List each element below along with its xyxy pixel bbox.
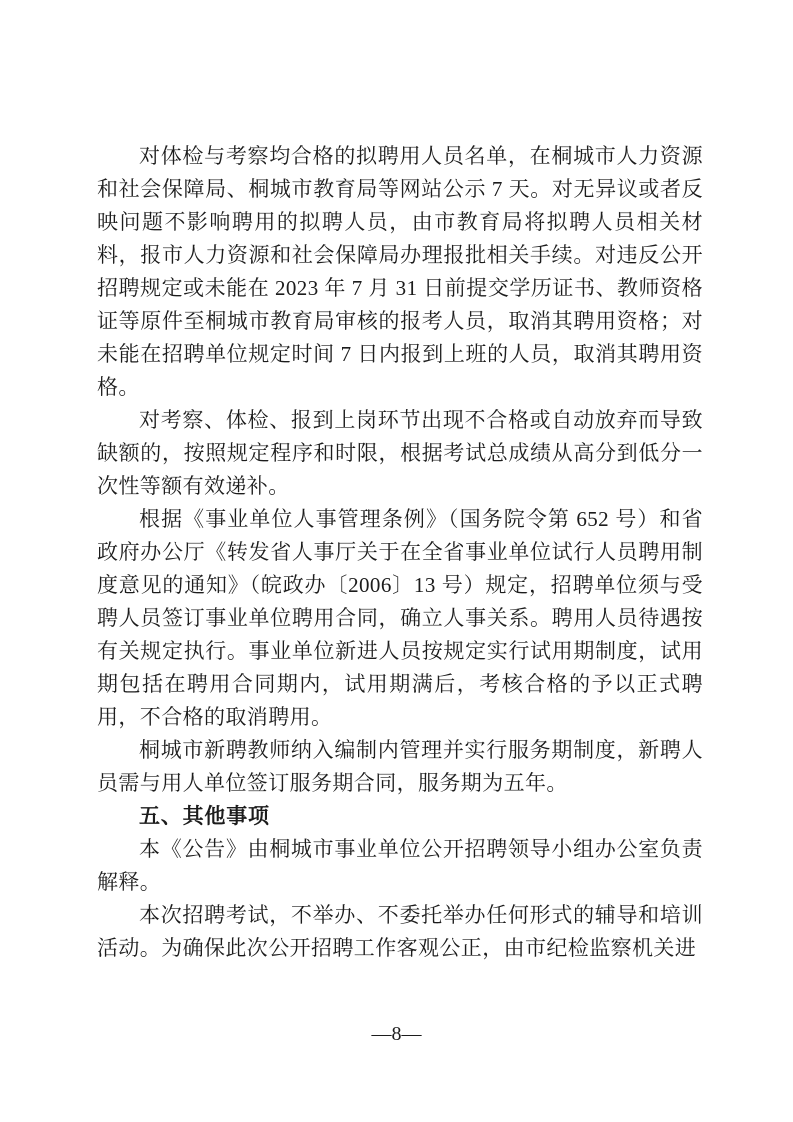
- document-body: [97, 140, 703, 965]
- page-number: —8—: [371, 1023, 422, 1045]
- paragraph: 本次招聘考试，不举办、不委托举办任何形式的辅导和培训活动。为确保此次公开招聘工作客观公正，由市纪检监察机关进: [97, 903, 703, 960]
- paragraph: 根据《事业单位人事管理条例》（国务院令第 652 号）和省政府办公厅《转发省人事厅关于在全省事业单位试行人员聘用制度意见的通知》（皖政办〔2006〕13 号）规定，招聘单位须与受聘人员签订事业单位聘用合同，确立人事关系。聘用人员待遇按有关规定执行。事业单位新进人员按规定实行试用期制度，试用期包括在聘用合同期内，试用期满后，考核合格的予以正式聘用，不合格的取消聘用。: [97, 507, 703, 729]
- section-heading: 五、其他事项: [139, 805, 270, 828]
- paragraph: 本《公告》由桐城市事业单位公开招聘领导小组办公室负责解释。: [97, 837, 703, 894]
- paragraph: 对体检与考察均合格的拟聘用人员名单，在桐城市人力资源和社会保障局、桐城市教育局等网站公示 7 天。对无异议或者反映问题不影响聘用的拟聘人员，由市教育局将拟聘人员相关材料，报市人力资源和社会保障局办理报批相关手续。对违反公开招聘规定或未能在 2023 年 7 月 31 日前提交学历证书、教师资格证等原件至桐城市教育局审核的报考人员，取消其聘用资格；对未能在招聘单位规定时间 7 日内报到上班的人员，取消其聘用资格。: [97, 144, 703, 399]
- paragraph: 对考察、体检、报到上岗环节出现不合格或自动放弃而导致缺额的，按照规定程序和时限，根据考试总成绩从高分到低分一次性等额有效递补。: [97, 408, 703, 498]
- paragraph: 桐城市新聘教师纳入编制内管理并实行服务期制度，新聘人员需与用人单位签订服务期合同，服务期为五年。: [97, 738, 703, 795]
